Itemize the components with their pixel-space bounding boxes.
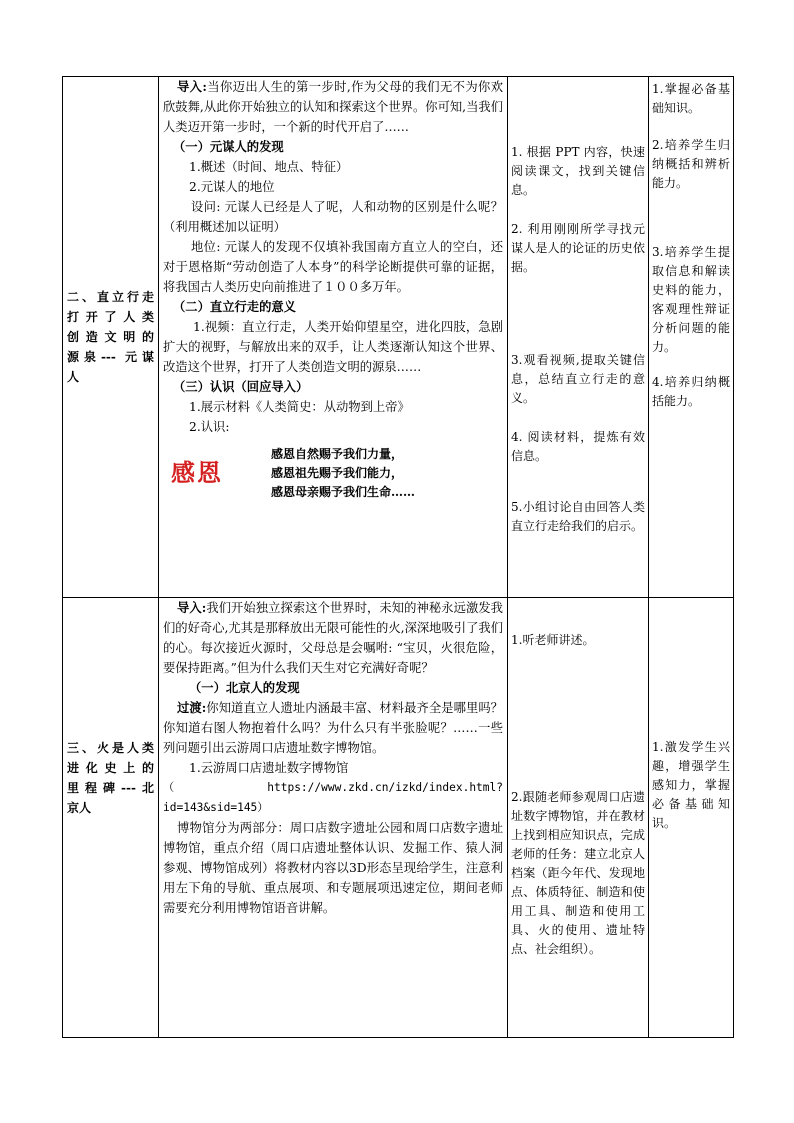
design-intent-cell <box>649 77 734 598</box>
student-step: 4. 阅读材料，提炼有效信息。 <box>511 430 645 463</box>
intent-item: 1.掌握必备基础知识。 <box>652 82 730 115</box>
intent-item: 3.培养学生提取信息和解读史料的能力，客观理性辩证分析问题的能力。 <box>652 245 730 354</box>
list-item: 2.认识: <box>189 420 230 434</box>
stage-cell <box>63 77 159 598</box>
teacher-activity-cell <box>159 598 508 1038</box>
gratitude-line: 感恩母亲赐予我们生命…… <box>271 485 416 499</box>
stage-line: 人 <box>67 370 80 384</box>
stage-line: 源泉--- 元谋 <box>67 350 154 364</box>
lesson-plan-table <box>62 76 734 1038</box>
museum-link[interactable]: （https://www.zkd.cn/izkd/index.html?id=143&sid=145） <box>163 781 503 814</box>
gratitude-lines <box>271 445 415 502</box>
gratitude-block <box>159 445 507 503</box>
intro-paragraph <box>159 598 507 678</box>
stage-line: 三、火是人类 <box>67 741 154 755</box>
stage-title <box>63 598 158 818</box>
table-row <box>63 598 734 1038</box>
student-step: 2.跟随老师参观周口店遗址数字博物馆，并在教材上找到相应知识点，完成老师的任务：建立北京人档案（距今年代、发现地点、体质特征、制造和使用工具、制造和使用工具、火的使用、遗址特点、社会组织）。 <box>511 790 645 956</box>
intro-label: 导入: <box>177 79 207 94</box>
gratitude-line: 感恩祖先赐予我们能力， <box>271 466 404 480</box>
list-item: 1.展示材料《人类简史：从动物到上帝》 <box>189 400 410 414</box>
teacher-activity-cell <box>159 77 508 598</box>
table-row <box>63 77 734 598</box>
section-title: （一）北京人的发现 <box>189 680 300 695</box>
stage-cell <box>63 598 159 1038</box>
stage-title <box>63 77 158 387</box>
intent-item: 1.激发学生兴趣，增强学生感知力，掌握必备基础知识。 <box>652 740 730 830</box>
transition-paragraph <box>159 698 507 758</box>
list-item: 1.云游周口店遗址数字博物馆 <box>189 761 349 775</box>
student-step: 1.听老师讲述。 <box>511 633 595 647</box>
transition-text: 你知道直立人遗址内涵最丰富、材料最齐全是哪里吗？你知道右图人物抱着什么吗？为什么只有半张脸呢？……一些列问题引出云游周口店遗址数字博物馆。 <box>163 701 503 755</box>
intro-text: 我们开始独立探索这个世界时，未知的神秘永远激发我们的好奇心,尤其是那释放出无限可能性的火,深深地吸引了我们的心。每次接近火源时，父母总是会嘱咐: “宝贝，火很危险，要保持距离。”但为什么我们天生对它充满好奇呢？ <box>163 601 503 675</box>
museum-text: 博物馆分为两部分：周口店数字遗址公园和周口店数字遗址博物馆，重点介绍（周口店遗址整体认识、发掘工作、猿人洞参观、博物馆成列）将教材内容以3D形态呈现给学生，注意利用左下角的导航、重点展项、和专题展项迅速定位，期间老师需要充分利用博物馆语音讲解。 <box>163 821 503 915</box>
status-text: 地位: 元谋人的发现不仅填补我国南方直立人的空白，还对于恩格斯“劳动创造了人本身”的科学论断提供可靠的证据，将我国古人类历史向前推进了１００多万年。 <box>163 240 503 294</box>
intro-text: 当你迈出人生的第一步时,作为父母的我们无不为你欢欣鼓舞,从此你开始独立的认知和探索这个世界。你可知,当我们人类迈开第一步时，一个新的时代开启了…… <box>163 80 503 134</box>
section-title: （一）元谋人的发现 <box>173 139 284 154</box>
design-intent-cell <box>649 598 734 1038</box>
intro-paragraph <box>159 77 507 137</box>
gratitude-line: 感恩自然赐予我们力量， <box>271 447 404 461</box>
stage-line: 里程碑---北 <box>67 781 154 795</box>
stage-line: 打开了人类 <box>67 310 154 324</box>
student-step: 3.观看视频,提取关键信息，总结直立行走的意义。 <box>511 353 645 405</box>
student-activity-cell <box>508 598 649 1038</box>
video-text: 1.视频：直立行走，人类开始仰望星空，进化四肢，急剧扩大的视野，与解放出来的双手，让人类逐渐认知这个世界、改造这个世界，打开了人类创造文明的源泉…… <box>163 320 503 374</box>
intent-item: 4.培养归纳概括能力。 <box>652 375 730 408</box>
student-step: 2. 利用刚刚所学寻找元谋人是人的论证的历史依据。 <box>511 222 645 274</box>
intent-item: 2.培养学生归纳概括和辨析能力。 <box>652 138 730 190</box>
transition-label: 过渡: <box>177 700 207 715</box>
stage-line: 二、直立行走 <box>67 290 154 304</box>
list-item: 1.概述（时间、地点、特征） <box>189 160 349 174</box>
stage-line: 进化史上的 <box>67 761 154 775</box>
intro-label: 导入: <box>177 600 207 615</box>
list-item: 2.元谋人的地位 <box>189 180 275 194</box>
question-text: 设问: 元谋人已经是人了呢，人和动物的区别是什么呢？（利用概述加以证明） <box>163 200 503 234</box>
student-activity-cell <box>508 77 649 598</box>
stage-line: 创造文明的 <box>67 330 154 344</box>
section-title: （三）认识（回应导入） <box>173 379 309 394</box>
section-title: （二）直立行走的意义 <box>173 299 296 314</box>
student-step: 1. 根据 PPT 内容，快速阅读课文，找到关键信息。 <box>511 145 645 197</box>
stage-line: 京人 <box>67 801 92 815</box>
student-step: 5.小组讨论自由回答人类直立行走给我们的启示。 <box>511 500 645 533</box>
gratitude-title: 感恩 <box>171 459 223 487</box>
